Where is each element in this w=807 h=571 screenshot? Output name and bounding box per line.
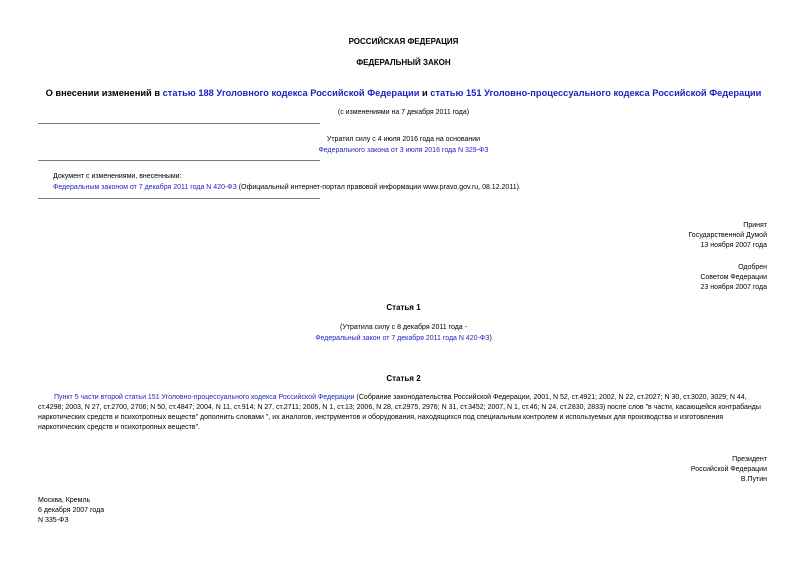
law-number: N 335-ФЗ [38, 517, 69, 524]
article-1-ref [0, 334, 807, 344]
article-2-body: (Собрание законодательства Российской Федерации, 2001, N 52, ст.4921; 2002, N 22, ст.2027; N 30, ст.3020, 3029; N 44, ст.4298; 2003, N 27, ст.2700, 2706; N 50, ст.4847; 2004, N 11, ст.914; N 27, ст.2711; 2005, N 1, ст.13; 2006, N 28, ст.2975, 2976; N 31, ст.3452; 2007, N 1, ст.46; N 24, ст.2830, 2833) после слов "в части, касающейся контрабанды наркотических средств и психотропных веществ" дополнить словами ", их аналогов, инструментов и оборудования, находящихся под специальным контролем и используемых для производства и изготовления наркотических средств и психотропных веществ". [38, 394, 761, 431]
signing-date: 6 декабря 2007 года [38, 507, 105, 514]
changes-source: (Официальный интернет-портал правовой информации www.pravo.gov.ru, 08.12.2011). [236, 184, 521, 191]
title-text: О внесении изменений в [45, 88, 163, 98]
document-title [0, 87, 807, 99]
divider [38, 198, 320, 199]
article-2-text [38, 393, 768, 433]
approved-date: 23 ноября 2007 года [700, 284, 767, 291]
signature-block [691, 455, 767, 485]
signature-title: Российской Федерации [690, 466, 767, 473]
title-text: и [419, 88, 431, 98]
signature-title: Президент [732, 456, 767, 463]
divider [38, 123, 320, 124]
changes-label: Документ с изменениями, внесенными: [53, 173, 182, 180]
changes-entry [53, 183, 521, 193]
approved-block [700, 263, 767, 293]
adopted-date: 13 ноября 2007 года [700, 242, 767, 249]
adopted-line: Государственной Думой [688, 232, 767, 239]
divider [38, 160, 320, 161]
signature-name: В.Путин [740, 476, 767, 483]
doc-type-header: ФЕДЕРАЛЬНЫЙ ЗАКОН [356, 58, 451, 67]
article-1-close: ) [489, 335, 492, 342]
adopted-line: Принят [743, 222, 767, 229]
article-1-law-link[interactable]: Федеральный закон от 7 декабря 2011 года N 420-ФЗ [315, 335, 490, 342]
place-date-block [38, 496, 104, 526]
title-link-article-151[interactable]: статью 151 Уголовно-процессуального кодекса Российской Федерации [430, 88, 762, 98]
edition-note: (с изменениями на 7 декабря 2011 года) [337, 109, 470, 116]
article-1-title: Статья 1 [386, 303, 421, 312]
article-2-code-link[interactable]: Пункт 5 части второй статьи 151 Уголовно-процессуального кодекса Российской Федерации [54, 394, 355, 401]
changes-law-link[interactable]: Федеральным законом от 7 декабря 2011 года N 420-ФЗ [53, 184, 237, 191]
adopted-block [688, 221, 767, 251]
place: Москва, Кремль [38, 497, 91, 504]
title-link-article-188[interactable]: статью 188 Уголовного кодекса Российской Федерации [162, 88, 420, 98]
approved-line: Одобрен [738, 264, 767, 271]
expired-law-link[interactable]: Федерального закона от 3 июля 2016 года N 329-ФЗ [318, 147, 489, 154]
article-2-title: Статья 2 [386, 374, 421, 383]
article-1-note: (Утратила силу с 8 декабря 2011 года - [340, 324, 467, 331]
approved-line: Советом Федерации [700, 274, 767, 281]
expired-note: Утратил силу с 4 июля 2016 года на основании [326, 136, 481, 143]
country-header: РОССИЙСКАЯ ФЕДЕРАЦИЯ [348, 37, 459, 46]
